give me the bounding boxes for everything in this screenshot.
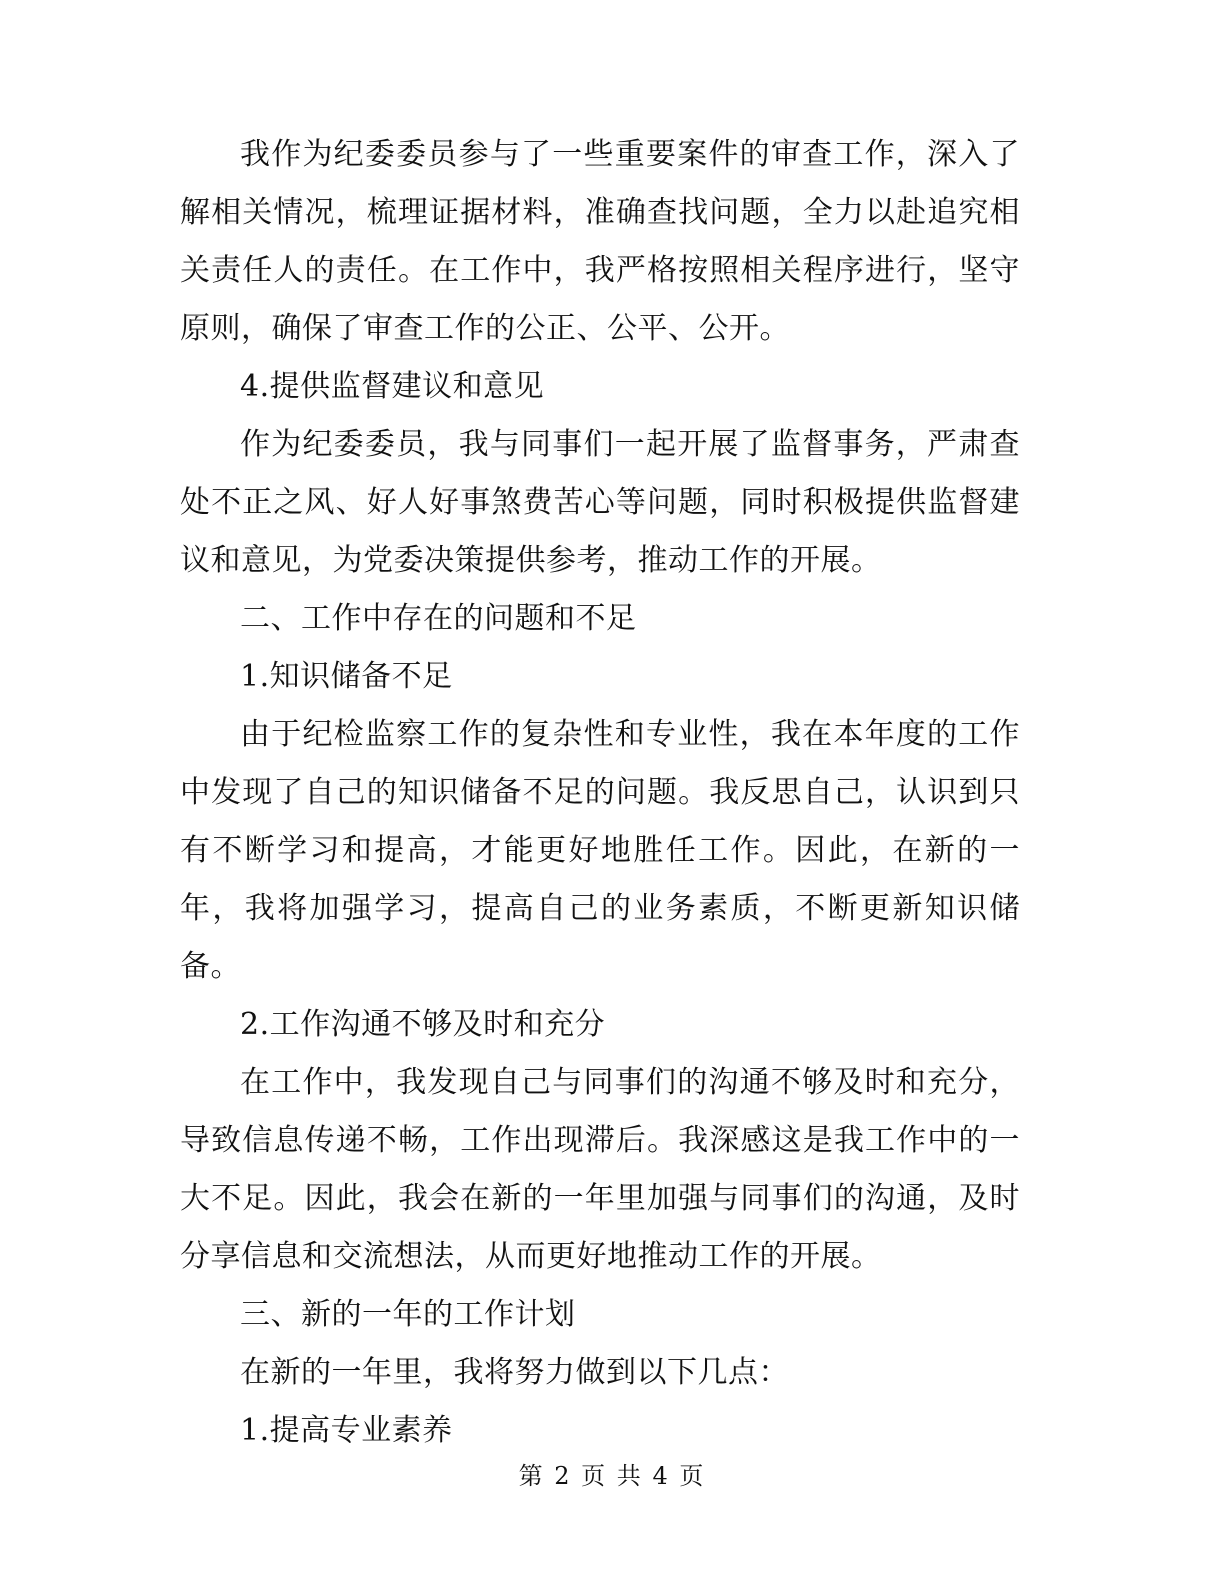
heading-supervision-advice: 4.提供监督建议和意见 — [240, 369, 545, 404]
heading-new-year-plan: 三、新的一年的工作计划 — [240, 1297, 576, 1332]
page-number-footer: 第 2 页 共 4 页 — [518, 1462, 706, 1490]
heading-improve-professionalism: 1.提高专业素养 — [240, 1413, 453, 1448]
document-body — [180, 126, 1020, 1460]
heading-problems-shortcomings: 二、工作中存在的问题和不足 — [240, 601, 637, 636]
paragraph-supervision-advice: 作为纪委委员，我与同事们一起开展了监督事务，严肃查处不正之风、好人好事煞费苦心等问题，同时积极提供监督建议和意见，为党委决策提供参考，推动工作的开展。 — [180, 427, 1020, 578]
paragraph-knowledge-shortage: 由于纪检监察工作的复杂性和专业性，我在本年度的工作中发现了自己的知识储备不足的问题。我反思自己，认识到只有不断学习和提高，才能更好地胜任工作。因此，在新的一年，我将加强学习，提高自己的业务素质，不断更新知识储备。 — [180, 717, 1020, 984]
heading-knowledge-shortage: 1.知识储备不足 — [240, 659, 453, 694]
paragraph-communication: 在工作中，我发现自己与同事们的沟通不够及时和充分，导致信息传递不畅，工作出现滞后。我深感这是我工作中的一大不足。因此，我会在新的一年里加强与同事们的沟通，及时分享信息和交流想法，从而更好地推动工作的开展。 — [180, 1065, 1020, 1274]
paragraph-review-work: 我作为纪委委员参与了一些重要案件的审查工作，深入了解相关情况，梳理证据材料，准确查找问题，全力以赴追究相关责任人的责任。在工作中，我严格按照相关程序进行，坚守原则，确保了审查工作的公正、公平、公开。 — [180, 137, 1020, 346]
heading-communication: 2.工作沟通不够及时和充分 — [240, 1007, 606, 1042]
paragraph-new-year-plan-intro: 在新的一年里，我将努力做到以下几点： — [240, 1355, 789, 1390]
